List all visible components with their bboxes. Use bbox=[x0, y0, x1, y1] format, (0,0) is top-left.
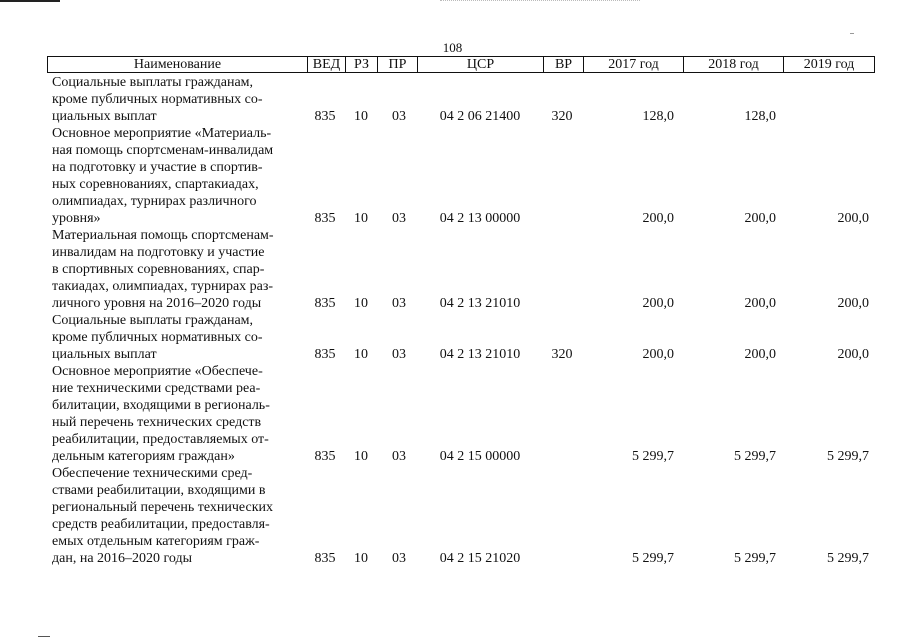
row-name-line: региональный перечень технических bbox=[52, 500, 273, 515]
cell-pr: 03 bbox=[392, 449, 406, 464]
cell-y2018: 128,0 bbox=[744, 109, 776, 124]
row-name-line: кроме публичных нормативных со- bbox=[52, 330, 263, 345]
top-scan-marks bbox=[440, 0, 640, 3]
row-name-line: Материальная помощь спортсменам- bbox=[52, 228, 274, 243]
cell-y2017: 5 299,7 bbox=[632, 449, 674, 464]
row-name-line: личного уровня на 2016–2020 годы bbox=[52, 296, 262, 311]
table-header bbox=[47, 56, 875, 73]
cell-y2019: 200,0 bbox=[837, 347, 869, 362]
cell-ved: 835 bbox=[314, 449, 336, 464]
cell-csr: 04 2 15 21020 bbox=[439, 551, 521, 566]
row-name-line: ный перечень технических средств bbox=[52, 415, 262, 430]
cell-pr: 03 bbox=[392, 211, 406, 226]
row-name-line: дан, на 2016–2020 годы bbox=[52, 551, 193, 566]
header-pr: ПР bbox=[377, 57, 417, 72]
cell-rz: 10 bbox=[354, 551, 368, 566]
cell-rz: 10 bbox=[354, 347, 368, 362]
row-name-line: такиадах, олимпиадах, турнирах раз- bbox=[52, 279, 274, 294]
row-name-line: циальных выплат bbox=[52, 109, 157, 124]
row-name-line: билитации, входящими в региональ- bbox=[52, 398, 270, 413]
row-name-line: уровня» bbox=[52, 211, 101, 226]
cell-y2019: 5 299,7 bbox=[827, 551, 869, 566]
cell-y2018: 5 299,7 bbox=[734, 551, 776, 566]
header-vr: ВР bbox=[543, 57, 583, 72]
cell-y2017: 5 299,7 bbox=[632, 551, 674, 566]
cell-y2018: 200,0 bbox=[744, 347, 776, 362]
cell-y2017: 200,0 bbox=[642, 347, 674, 362]
row-name-line: кроме публичных нормативных со- bbox=[52, 92, 263, 107]
cell-csr: 04 2 06 21400 bbox=[439, 109, 521, 124]
row-name-line: дельным категориям граждан» bbox=[52, 449, 235, 464]
row-name-line: средств реабилитации, предоставля- bbox=[52, 517, 270, 532]
cell-rz: 10 bbox=[354, 296, 368, 311]
cell-pr: 03 bbox=[392, 109, 406, 124]
row-name-line: Обеспечение техническими сред- bbox=[52, 466, 253, 481]
cell-y2018: 5 299,7 bbox=[734, 449, 776, 464]
cell-vr: 320 bbox=[551, 109, 573, 124]
row-name-line: инвалидам на подготовку и участие bbox=[52, 245, 265, 260]
header-2018: 2018 год bbox=[683, 57, 783, 72]
cell-rz: 10 bbox=[354, 211, 368, 226]
cell-pr: 03 bbox=[392, 551, 406, 566]
cell-csr: 04 2 15 00000 bbox=[439, 449, 521, 464]
row-name-line: Основное мероприятие «Обеспече- bbox=[52, 364, 263, 379]
cell-csr: 04 2 13 21010 bbox=[439, 296, 521, 311]
scan-speck bbox=[850, 33, 854, 34]
cell-ved: 835 bbox=[314, 296, 336, 311]
cell-ved: 835 bbox=[314, 347, 336, 362]
cell-y2019: 200,0 bbox=[837, 296, 869, 311]
cell-rz: 10 bbox=[354, 449, 368, 464]
cell-y2017: 200,0 bbox=[642, 296, 674, 311]
cell-csr: 04 2 13 21010 bbox=[439, 347, 521, 362]
page-number: 108 bbox=[442, 40, 463, 55]
row-name-line: циальных выплат bbox=[52, 347, 157, 362]
row-name-line: реабилитации, предоставляемых от- bbox=[52, 432, 269, 447]
cell-ved: 835 bbox=[314, 551, 336, 566]
row-name-line: ствами реабилитации, входящими в bbox=[52, 483, 266, 498]
row-name-line: ние техническими средствами реа- bbox=[52, 381, 261, 396]
cell-y2019: 200,0 bbox=[837, 211, 869, 226]
bottom-scan-mark bbox=[38, 636, 50, 637]
row-name-line: Социальные выплаты гражданам, bbox=[52, 313, 254, 328]
cell-y2018: 200,0 bbox=[744, 211, 776, 226]
row-name-line: Социальные выплаты гражданам, bbox=[52, 75, 254, 90]
header-name: Наименование bbox=[133, 57, 222, 72]
row-name-line: олимпиадах, турнирах различного bbox=[52, 194, 257, 209]
row-name-line: ная помощь спортсменам-инвалидам bbox=[52, 143, 274, 158]
row-name-line: в спортивных соревнованиях, спар- bbox=[52, 262, 265, 277]
cell-ved: 835 bbox=[314, 109, 336, 124]
cell-pr: 03 bbox=[392, 347, 406, 362]
row-name-line: ных соревнованиях, спартакиадах, bbox=[52, 177, 259, 192]
cell-y2017: 200,0 bbox=[642, 211, 674, 226]
cell-rz: 10 bbox=[354, 109, 368, 124]
cell-vr: 320 bbox=[551, 347, 573, 362]
row-name-line: на подготовку и участие в спортив- bbox=[52, 160, 263, 175]
header-2019: 2019 год bbox=[783, 57, 874, 72]
header-2017: 2017 год bbox=[583, 57, 683, 72]
top-edge-rule bbox=[0, 0, 60, 2]
row-name-line: Основное мероприятие «Материаль- bbox=[52, 126, 272, 141]
header-rz: РЗ bbox=[345, 57, 377, 72]
cell-y2019: 5 299,7 bbox=[827, 449, 869, 464]
cell-pr: 03 bbox=[392, 296, 406, 311]
header-ved: ВЕД bbox=[307, 57, 345, 72]
cell-y2018: 200,0 bbox=[744, 296, 776, 311]
cell-csr: 04 2 13 00000 bbox=[439, 211, 521, 226]
cell-ved: 835 bbox=[314, 211, 336, 226]
cell-y2017: 128,0 bbox=[642, 109, 674, 124]
header-csr: ЦСР bbox=[417, 57, 543, 72]
row-name-line: емых отдельным категориям граж- bbox=[52, 534, 260, 549]
